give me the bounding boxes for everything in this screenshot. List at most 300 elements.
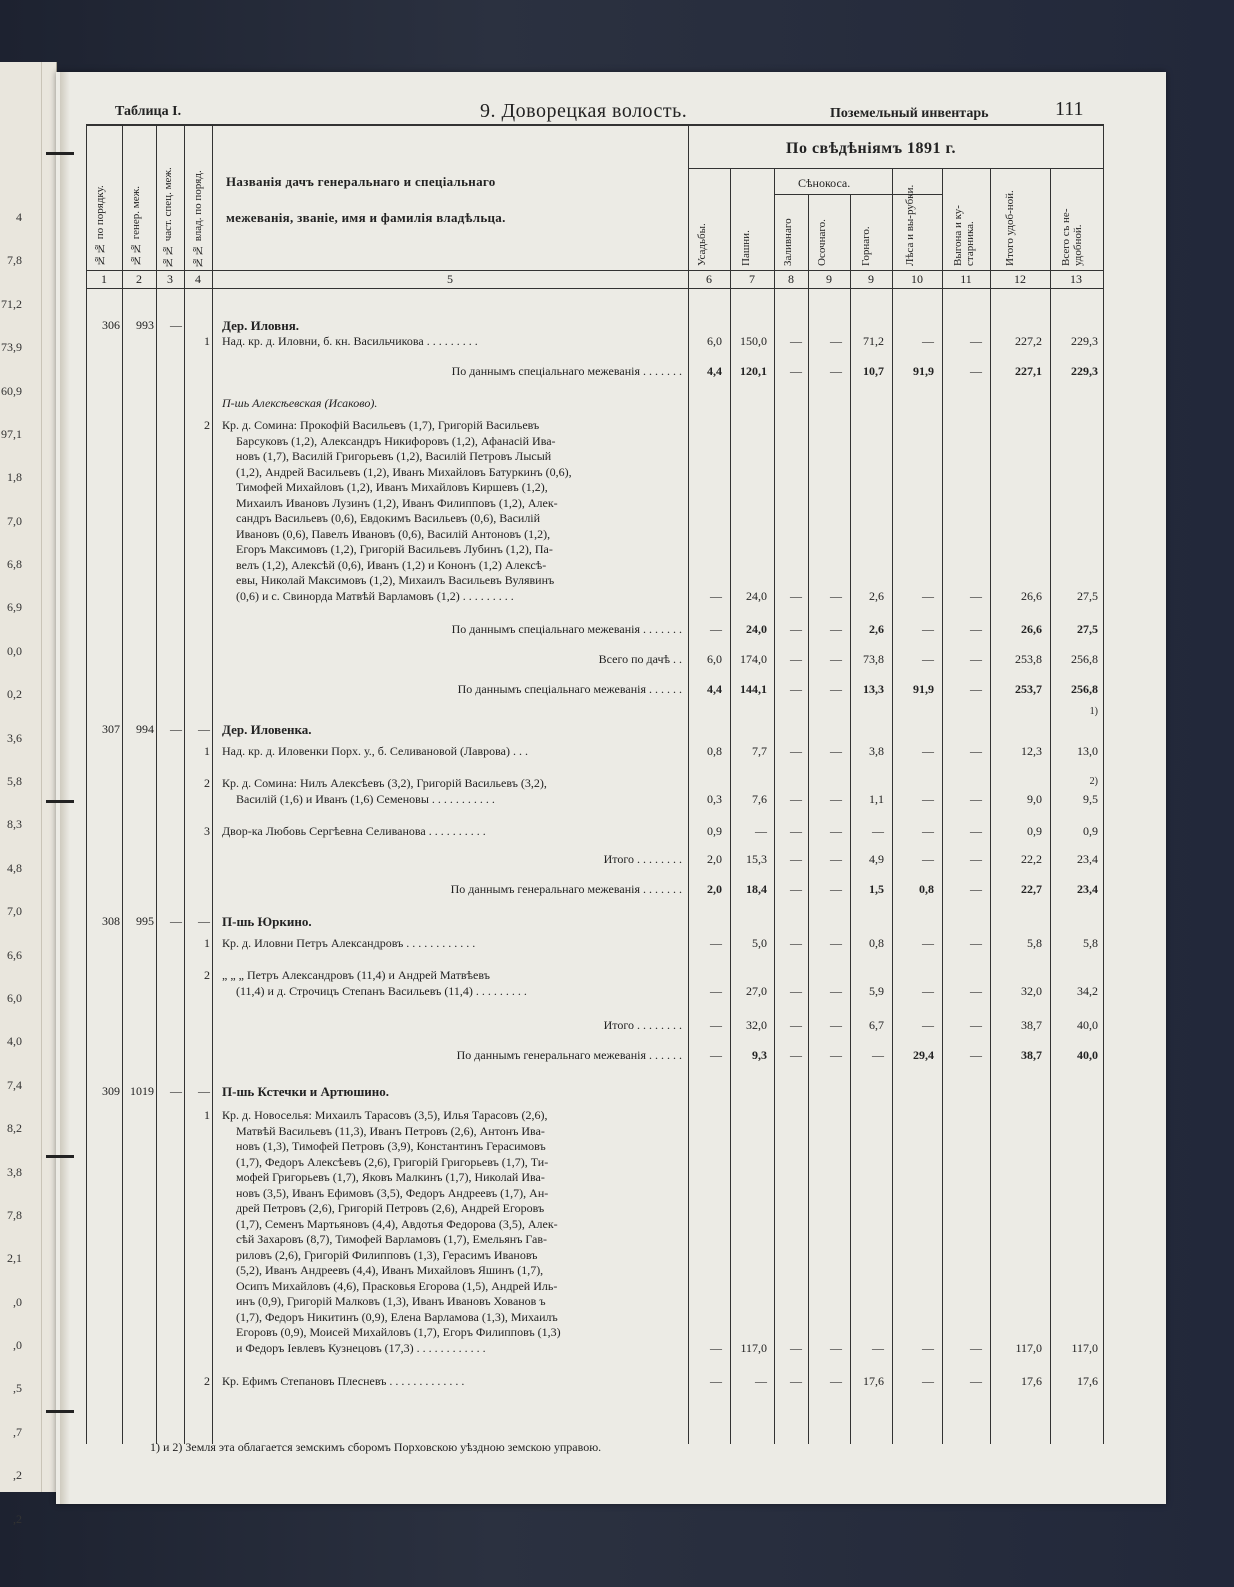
row-value: — bbox=[830, 364, 842, 378]
col-head-top: По свѣдѣніямъ 1891 г. bbox=[786, 140, 956, 157]
row-value: 6,0 bbox=[707, 334, 722, 348]
row-value: — bbox=[830, 1048, 842, 1062]
left-page-edge bbox=[0, 62, 57, 1526]
table-label: Таблица I. bbox=[115, 104, 182, 119]
row-text-line: Егоровъ (0,9), Моисей Михайловъ (1,7), Егоръ Филипповъ (1,3) bbox=[236, 1325, 561, 1339]
row-value: 2,6 bbox=[869, 622, 884, 636]
row-value: — bbox=[790, 1018, 802, 1032]
col-head-12: Выгона и ку-старника. bbox=[952, 205, 976, 266]
row-number: 1 bbox=[204, 936, 210, 950]
row-number: — bbox=[198, 1084, 210, 1098]
col-head-7: Пашни. bbox=[740, 230, 752, 266]
row-value: 32,0 bbox=[746, 1018, 767, 1032]
row-value: — bbox=[922, 1340, 934, 1355]
row-value: 12,3 bbox=[1021, 744, 1042, 758]
row-value: 120,1 bbox=[740, 364, 767, 378]
row-number: 2 bbox=[204, 418, 210, 432]
row-number: 995 bbox=[136, 914, 154, 928]
column-number: 5 bbox=[447, 272, 453, 286]
row-value: — bbox=[710, 622, 722, 636]
left-page-number: 8,2 bbox=[7, 1121, 22, 1136]
row-value: — bbox=[790, 622, 802, 636]
left-page-number: 6,8 bbox=[7, 557, 22, 572]
row-text-line: Кр. д. Новоселья: Михаилъ Тарасовъ (3,5), Илья Тарасовъ (2,6), bbox=[222, 1108, 548, 1122]
left-page-number: 6,0 bbox=[7, 990, 22, 1005]
row-value: 0,9 bbox=[1027, 824, 1042, 838]
row-value: 1,5 bbox=[869, 882, 884, 896]
row-number: 2 bbox=[204, 968, 210, 982]
column-number: 8 bbox=[788, 272, 794, 286]
row-value: — bbox=[970, 791, 982, 806]
column-number: 12 bbox=[1014, 272, 1026, 286]
row-value: — bbox=[970, 983, 982, 998]
left-page-number: ,0 bbox=[13, 1294, 22, 1309]
left-page-number: 0,2 bbox=[7, 687, 22, 702]
row-value: 253,8 bbox=[1015, 652, 1042, 666]
row-number: 2 bbox=[204, 776, 210, 790]
row-value: 22,7 bbox=[1021, 882, 1042, 896]
left-page-number: 97,1 bbox=[1, 426, 22, 441]
column-number: 10 bbox=[911, 272, 923, 286]
row-value: — bbox=[710, 1048, 722, 1062]
row-value: 26,6 bbox=[1021, 622, 1042, 636]
row-number: 1 bbox=[204, 1108, 210, 1122]
row-value: — bbox=[790, 824, 802, 838]
row-value: — bbox=[830, 791, 842, 806]
left-page-number: ,2 bbox=[13, 1511, 22, 1526]
row-value: 27,5 bbox=[1077, 622, 1098, 636]
row-value: 256,8 bbox=[1071, 682, 1098, 696]
left-page-number: 1,8 bbox=[7, 470, 22, 485]
row-value: — bbox=[970, 1340, 982, 1355]
col-head-9: Осочнаго. bbox=[816, 219, 828, 266]
row-value: — bbox=[710, 1018, 722, 1032]
row-value: 38,7 bbox=[1021, 1048, 1042, 1062]
column-number: 7 bbox=[749, 272, 755, 286]
left-page-number: 6,6 bbox=[7, 947, 22, 962]
row-value: 38,7 bbox=[1021, 1018, 1042, 1032]
row-text-line: (1,7), Федоръ Никитинъ (0,9), Елена Варламова (1,3), Михаилъ bbox=[236, 1309, 558, 1324]
row-value: — bbox=[830, 744, 842, 758]
col-head-13: Итого удоб-ной. bbox=[1004, 190, 1016, 266]
row-number: — bbox=[170, 722, 182, 736]
row-value: 29,4 bbox=[913, 1048, 934, 1062]
row-value: 6,0 bbox=[707, 652, 722, 666]
row-value: 174,0 bbox=[740, 652, 767, 666]
left-page-number: ,0 bbox=[13, 1338, 22, 1353]
row-value: — bbox=[830, 983, 842, 998]
row-value: — bbox=[922, 983, 934, 998]
column-number: 6 bbox=[706, 272, 712, 286]
row-text: Над. кр. д. Иловни, б. кн. Васильчикова . . . . . . . . . bbox=[222, 334, 478, 348]
row-value: 117,0 bbox=[740, 1340, 767, 1355]
row-value: 7,6 bbox=[752, 791, 767, 806]
row-value: 13,0 bbox=[1077, 744, 1098, 758]
row-value: — bbox=[922, 744, 934, 758]
row-text-line: Ивановъ (0,6), Павелъ Ивановъ (0,6), Василій Антоновъ (1,2), bbox=[236, 526, 551, 541]
column-number: 4 bbox=[195, 272, 201, 286]
binding-stitch-icon bbox=[46, 1410, 74, 1413]
row-value: 23,4 bbox=[1077, 852, 1098, 866]
left-page-number: 8,3 bbox=[7, 817, 22, 832]
row-number: 307 bbox=[102, 722, 120, 736]
col-head-11: Лѣса и вы-рубки. bbox=[904, 184, 916, 266]
row-text-line: Осипъ Михайловъ (4,6), Прасковья Егорова (1,5), Андрей Иль- bbox=[236, 1278, 558, 1293]
row-text-line: Тимофей Михайловъ (1,2), Иванъ Михайловъ Киршевъ (1,2), bbox=[236, 480, 548, 494]
row-value: — bbox=[710, 588, 722, 603]
row-text-line: (1,7), Федоръ Алексѣевъ (2,6), Григорій Григорьевъ (1,7), Ти- bbox=[236, 1154, 549, 1169]
row-value: 3,8 bbox=[869, 744, 884, 758]
left-page-number: ,7 bbox=[13, 1424, 22, 1439]
left-page-number: 71,2 bbox=[1, 296, 22, 311]
col-head-3: №№ част. спец. меж. bbox=[162, 167, 174, 268]
row-number: 309 bbox=[102, 1084, 120, 1098]
row-text-line: (0,6) и с. Свинорда Матвѣй Варламовъ (1,2) . . . . . . . . . bbox=[236, 588, 514, 603]
binding-stitch-icon bbox=[46, 1155, 74, 1158]
row-text-line: Кр. д. Сомина: Нилъ Алексѣевъ (3,2), Григорій Васильевъ (3,2), bbox=[222, 776, 547, 790]
row-value: — bbox=[970, 1018, 982, 1032]
row-value: — bbox=[790, 744, 802, 758]
col-head-6: Усадьбы. bbox=[696, 223, 708, 266]
row-value: — bbox=[790, 983, 802, 998]
page-spine bbox=[60, 72, 70, 1504]
row-value: — bbox=[970, 824, 982, 838]
row-value: — bbox=[830, 852, 842, 866]
row-value: 40,0 bbox=[1077, 1018, 1098, 1032]
row-value: 17,6 bbox=[1077, 1374, 1098, 1388]
row-text: Итого . . . . . . . . bbox=[603, 852, 682, 866]
row-text-line: риловъ (2,6), Григорій Филипповъ (1,3), Герасимъ Ивановъ bbox=[236, 1247, 538, 1262]
row-value: 5,8 bbox=[1027, 936, 1042, 950]
row-value: 91,9 bbox=[913, 364, 934, 378]
col-head-4: №№ влад. по поряд. bbox=[192, 170, 204, 268]
row-value: — bbox=[790, 1048, 802, 1062]
row-value: 0,8 bbox=[707, 744, 722, 758]
inventory-table bbox=[86, 124, 1104, 1444]
row-value: — bbox=[830, 652, 842, 666]
row-value: — bbox=[970, 1048, 982, 1062]
row-value: — bbox=[970, 364, 982, 378]
row-value: — bbox=[970, 936, 982, 950]
row-text-line: инъ (0,9), Григорій Малковъ (1,3), Иванъ Ивановъ Хованов ъ bbox=[236, 1294, 546, 1308]
row-text-line: „ „ „ Петръ Александровъ (11,4) и Андрей Матвѣевъ bbox=[222, 968, 490, 982]
row-value: — bbox=[710, 936, 722, 950]
row-number: 306 bbox=[102, 318, 120, 332]
row-value: — bbox=[970, 652, 982, 666]
col-head-10: Горнаго. bbox=[860, 226, 872, 266]
row-text: П-шь Кстечки и Артюшино. bbox=[222, 1084, 390, 1099]
binding-stitch-icon bbox=[46, 152, 74, 155]
row-value: 144,1 bbox=[740, 682, 767, 696]
left-page-number: 60,9 bbox=[1, 383, 22, 398]
column-number: 9 bbox=[826, 272, 832, 286]
row-value: — bbox=[922, 622, 934, 636]
left-page-number: 6,9 bbox=[7, 600, 22, 615]
left-page-number: 3,6 bbox=[7, 730, 22, 745]
left-page-number: ,5 bbox=[13, 1381, 22, 1396]
row-text-line: Матвѣй Васильевъ (11,3), Иванъ Петровъ (2,6), Антонъ Ива- bbox=[236, 1123, 545, 1138]
row-value: — bbox=[830, 1018, 842, 1032]
row-value: 17,6 bbox=[1021, 1374, 1042, 1388]
row-value: — bbox=[790, 652, 802, 666]
row-value: 227,2 bbox=[1015, 334, 1042, 348]
row-value: — bbox=[922, 852, 934, 866]
row-value: — bbox=[830, 682, 842, 696]
row-value: 17,6 bbox=[863, 1374, 884, 1388]
row-value: 5,0 bbox=[752, 936, 767, 950]
column-number: 13 bbox=[1070, 272, 1082, 286]
row-text: По даннымъ спеціальнаго межеванія . . . . . . . bbox=[451, 364, 682, 378]
left-page-number: 4,0 bbox=[7, 1034, 22, 1049]
row-text: По даннымъ генеральнаго межеванія . . . . . . . bbox=[450, 882, 682, 896]
row-value: — bbox=[922, 1374, 934, 1388]
row-value: 227,1 bbox=[1015, 364, 1042, 378]
row-value: 7,7 bbox=[752, 744, 767, 758]
row-text-line: (1,2), Андрей Васильевъ (1,2), Иванъ Михайловъ Батуркинъ (0,6), bbox=[236, 464, 572, 479]
row-value: 4,4 bbox=[707, 682, 722, 696]
column-number: 9 bbox=[868, 272, 874, 286]
row-text: Двор-ка Любовь Сергѣевна Селиванова . . . . . . . . . . bbox=[222, 824, 486, 838]
row-text: П-шь Юркино. bbox=[222, 914, 312, 929]
footnote-ref: 2) bbox=[1089, 775, 1098, 787]
left-page-number: 0,0 bbox=[7, 643, 22, 658]
row-value: — bbox=[830, 882, 842, 896]
row-number: 1 bbox=[204, 744, 210, 758]
row-number: — bbox=[170, 1084, 182, 1098]
row-value: 26,6 bbox=[1021, 588, 1042, 603]
row-value: — bbox=[790, 882, 802, 896]
row-value: 9,3 bbox=[752, 1048, 767, 1062]
row-value: — bbox=[922, 652, 934, 666]
row-value: 34,2 bbox=[1077, 983, 1098, 998]
row-value: 13,3 bbox=[863, 682, 884, 696]
row-text-line: Барсуковъ (1,2), Александръ Никифоровъ (1,2), Афанасій Ива- bbox=[236, 433, 556, 448]
row-value: 73,8 bbox=[863, 652, 884, 666]
page-number: 111 bbox=[1055, 98, 1084, 120]
row-value: — bbox=[922, 936, 934, 950]
column-number: 2 bbox=[136, 272, 142, 286]
row-value: — bbox=[830, 334, 842, 348]
row-value: — bbox=[872, 824, 884, 838]
row-value: 150,0 bbox=[740, 334, 767, 348]
row-text: Кр. Ефимъ Степановъ Плесневъ . . . . . . . . . . . . . bbox=[222, 1374, 465, 1388]
row-value: 256,8 bbox=[1071, 652, 1098, 666]
row-text-line: велъ (1,2), Алексѣй (0,6), Иванъ (1,2) и Кононъ (1,2) Алексѣ- bbox=[236, 557, 547, 572]
left-page-number: 7,0 bbox=[7, 904, 22, 919]
left-page-number: 5,8 bbox=[7, 774, 22, 789]
row-value: 27,5 bbox=[1077, 588, 1098, 603]
row-value: — bbox=[755, 824, 767, 838]
row-text: П-шь Алексѣевская (Исаково). bbox=[222, 396, 378, 410]
row-value: 40,0 bbox=[1077, 1048, 1098, 1062]
row-text-line: Кр. д. Сомина: Прокофій Васильевъ (1,7), Григорій Васильевъ bbox=[222, 418, 540, 432]
row-value: — bbox=[790, 1374, 802, 1388]
row-text: Итого . . . . . . . . bbox=[603, 1018, 682, 1032]
row-text: Всего по дачѣ . . bbox=[598, 652, 682, 666]
row-text: По даннымъ генеральнаго межеванія . . . . . . bbox=[456, 1048, 682, 1062]
row-value: — bbox=[790, 1340, 802, 1355]
row-number: 3 bbox=[204, 824, 210, 838]
row-text: Над. кр. д. Иловенки Порх. у., б. Селивановой (Лаврова) . . . bbox=[222, 744, 528, 758]
row-value: 2,6 bbox=[869, 588, 884, 603]
row-value: — bbox=[790, 936, 802, 950]
row-value: 0,8 bbox=[919, 882, 934, 896]
row-value: 10,7 bbox=[863, 364, 884, 378]
row-value: 24,0 bbox=[746, 622, 767, 636]
row-value: 0,8 bbox=[869, 936, 884, 950]
col-head-2: №№ генер. меж. bbox=[130, 186, 142, 266]
row-text: Кр. д. Иловни Петръ Александровъ . . . . . . . . . . . . bbox=[222, 936, 476, 950]
row-value: 15,3 bbox=[746, 852, 767, 866]
row-text-line: (11,4) и д. Строчицъ Степанъ Васильевъ (11,4) . . . . . . . . . bbox=[236, 983, 527, 998]
row-value: — bbox=[922, 588, 934, 603]
row-value: 32,0 bbox=[1021, 983, 1042, 998]
left-page-number: 7,0 bbox=[7, 513, 22, 528]
row-number: 308 bbox=[102, 914, 120, 928]
row-value: — bbox=[790, 791, 802, 806]
column-number: 3 bbox=[167, 272, 173, 286]
row-text-line: евы, Николай Максимовъ (1,2), Михаилъ Васильевъ Вулявинъ bbox=[236, 573, 555, 587]
row-value: 4,4 bbox=[707, 364, 722, 378]
row-value: 23,4 bbox=[1077, 882, 1098, 896]
row-value: 91,9 bbox=[913, 682, 934, 696]
left-page-number: ,2 bbox=[13, 1468, 22, 1483]
row-text-line: сѣй Захаровъ (8,7), Тимофей Варламовъ (1,7), Емельянъ Гав- bbox=[236, 1232, 548, 1246]
row-number: 2 bbox=[204, 1374, 210, 1388]
row-value: — bbox=[970, 882, 982, 896]
row-value: — bbox=[830, 622, 842, 636]
row-value: 18,4 bbox=[746, 882, 767, 896]
row-value: — bbox=[872, 1048, 884, 1062]
row-value: 2,0 bbox=[707, 882, 722, 896]
row-text-line: (5,2), Иванъ Андреевъ (4,4), Иванъ Михайловъ Яшинъ (1,7), bbox=[236, 1263, 544, 1277]
row-text-line: Михаилъ Ивановъ Лузинъ (1,2), Иванъ Филипповъ (1,2), Алек- bbox=[236, 495, 558, 510]
left-page-number: 7,4 bbox=[7, 1077, 22, 1092]
binding-stitch-icon bbox=[46, 800, 74, 803]
row-value: — bbox=[970, 588, 982, 603]
row-value: 253,7 bbox=[1015, 682, 1042, 696]
row-value: 2,0 bbox=[707, 852, 722, 866]
row-value: 229,3 bbox=[1071, 334, 1098, 348]
row-number: 993 bbox=[136, 318, 154, 332]
row-value: 0,9 bbox=[1083, 824, 1098, 838]
row-value: — bbox=[830, 824, 842, 838]
row-value: 117,0 bbox=[1015, 1340, 1042, 1355]
row-value: 9,0 bbox=[1027, 791, 1042, 806]
row-value: — bbox=[922, 1018, 934, 1032]
left-page-number: 4,8 bbox=[7, 860, 22, 875]
col-head-8: Заливнаго bbox=[782, 218, 794, 266]
row-value: 24,0 bbox=[746, 588, 767, 603]
row-text: По даннымъ спеціальнаго межеванія . . . . . . bbox=[457, 682, 682, 696]
row-value: 0,3 bbox=[707, 791, 722, 806]
row-value: 71,2 bbox=[863, 334, 884, 348]
row-value: — bbox=[790, 334, 802, 348]
row-value: — bbox=[922, 334, 934, 348]
row-value: 5,9 bbox=[869, 983, 884, 998]
row-value: 4,9 bbox=[869, 852, 884, 866]
row-text: Дер. Иловня. bbox=[222, 318, 299, 333]
col-head-1: №№ по порядку. bbox=[94, 185, 106, 266]
row-text-line: (1,7), Семенъ Мартьяновъ (4,4), Авдотья Федорова (3,5), Алек- bbox=[236, 1216, 558, 1231]
row-text-line: Василій (1,6) и Иванъ (1,6) Семеновы . . . . . . . . . . . bbox=[236, 791, 495, 806]
col-head-14: Всего съ не-удобной. bbox=[1060, 208, 1084, 266]
row-value: 27,0 bbox=[746, 983, 767, 998]
row-value: — bbox=[710, 1374, 722, 1388]
row-value: — bbox=[970, 334, 982, 348]
column-number: 11 bbox=[960, 272, 972, 286]
row-value: — bbox=[790, 682, 802, 696]
row-value: — bbox=[970, 682, 982, 696]
col-head-senokos: Сѣнокоса. bbox=[798, 176, 851, 190]
row-value: — bbox=[970, 1374, 982, 1388]
row-value: 5,8 bbox=[1083, 936, 1098, 950]
row-number: 1 bbox=[204, 334, 210, 348]
row-text-line: дрей Петровъ (2,6), Григорій Петровъ (2,6), Андрей Егоровъ bbox=[236, 1201, 545, 1215]
row-value: — bbox=[970, 744, 982, 758]
col-head-5a: Названія дачъ генеральнаго и спеціальнаго bbox=[226, 174, 496, 189]
row-number: — bbox=[198, 722, 210, 736]
row-value: — bbox=[922, 824, 934, 838]
left-page-number: 73,9 bbox=[1, 340, 22, 355]
left-page-number: 4 bbox=[16, 210, 22, 224]
row-number: — bbox=[198, 914, 210, 928]
row-text-line: мофей Григорьевъ (1,7), Яковъ Малкинъ (1,7), Николай Ива- bbox=[236, 1170, 545, 1184]
row-value: — bbox=[970, 852, 982, 866]
row-text-line: Егоръ Максимовъ (1,2), Григорій Васильевъ Лубинъ (1,2), Па- bbox=[236, 542, 553, 556]
left-page-number: 7,8 bbox=[7, 1207, 22, 1222]
row-value: — bbox=[755, 1374, 767, 1388]
row-text-line: новъ (1,7), Василій Григорьевъ (1,2), Василій Петровъ Лысый bbox=[236, 449, 552, 463]
footnote-ref: 1) bbox=[1089, 706, 1098, 717]
row-value: — bbox=[830, 588, 842, 603]
row-value: 1,1 bbox=[869, 791, 884, 806]
row-value: 0,9 bbox=[707, 824, 722, 838]
row-value: — bbox=[872, 1340, 884, 1355]
row-value: — bbox=[710, 1340, 722, 1355]
section-label: Поземельный инвентарь bbox=[830, 106, 989, 121]
row-value: — bbox=[710, 983, 722, 998]
row-number: — bbox=[170, 318, 182, 332]
row-text-line: и Федоръ Іевлевъ Кузнецовъ (17,3) . . . . . . . . . . . . bbox=[236, 1340, 486, 1355]
left-page-number: 3,8 bbox=[7, 1164, 22, 1179]
row-text-line: новъ (3,5), Иванъ Ефимовъ (3,5), Федоръ Андреевъ (1,7), Ан- bbox=[236, 1185, 549, 1200]
column-number: 1 bbox=[101, 272, 107, 286]
row-value: — bbox=[790, 588, 802, 603]
col-head-5b: межеванія, званіе, имя и фамилія владѣльца. bbox=[226, 210, 506, 225]
row-value: 22,2 bbox=[1021, 852, 1042, 866]
row-value: — bbox=[790, 364, 802, 378]
row-number: 994 bbox=[136, 722, 154, 736]
row-value: — bbox=[790, 852, 802, 866]
row-value: — bbox=[970, 622, 982, 636]
row-value: 229,3 bbox=[1071, 364, 1098, 378]
page-title: 9. Доворецкая волость. bbox=[480, 100, 688, 122]
row-value: 9,5 bbox=[1083, 791, 1098, 806]
row-value: 6,7 bbox=[869, 1018, 884, 1032]
row-value: — bbox=[922, 791, 934, 806]
row-number: — bbox=[170, 914, 182, 928]
row-value: — bbox=[830, 1374, 842, 1388]
row-text-line: сандръ Васильевъ (0,6), Евдокимъ Васильевъ (0,6), Василій bbox=[236, 511, 541, 525]
row-text-line: новъ (1,3), Тимофей Петровъ (3,9), Константинъ Герасимовъ bbox=[236, 1139, 546, 1153]
left-page-number: 2,1 bbox=[7, 1251, 22, 1266]
row-number: 1019 bbox=[130, 1084, 154, 1098]
row-value: — bbox=[830, 1340, 842, 1355]
row-value: — bbox=[830, 936, 842, 950]
row-text: По даннымъ спеціальнаго межеванія . . . . . . . bbox=[451, 622, 682, 636]
row-value: 117,0 bbox=[1071, 1340, 1098, 1355]
